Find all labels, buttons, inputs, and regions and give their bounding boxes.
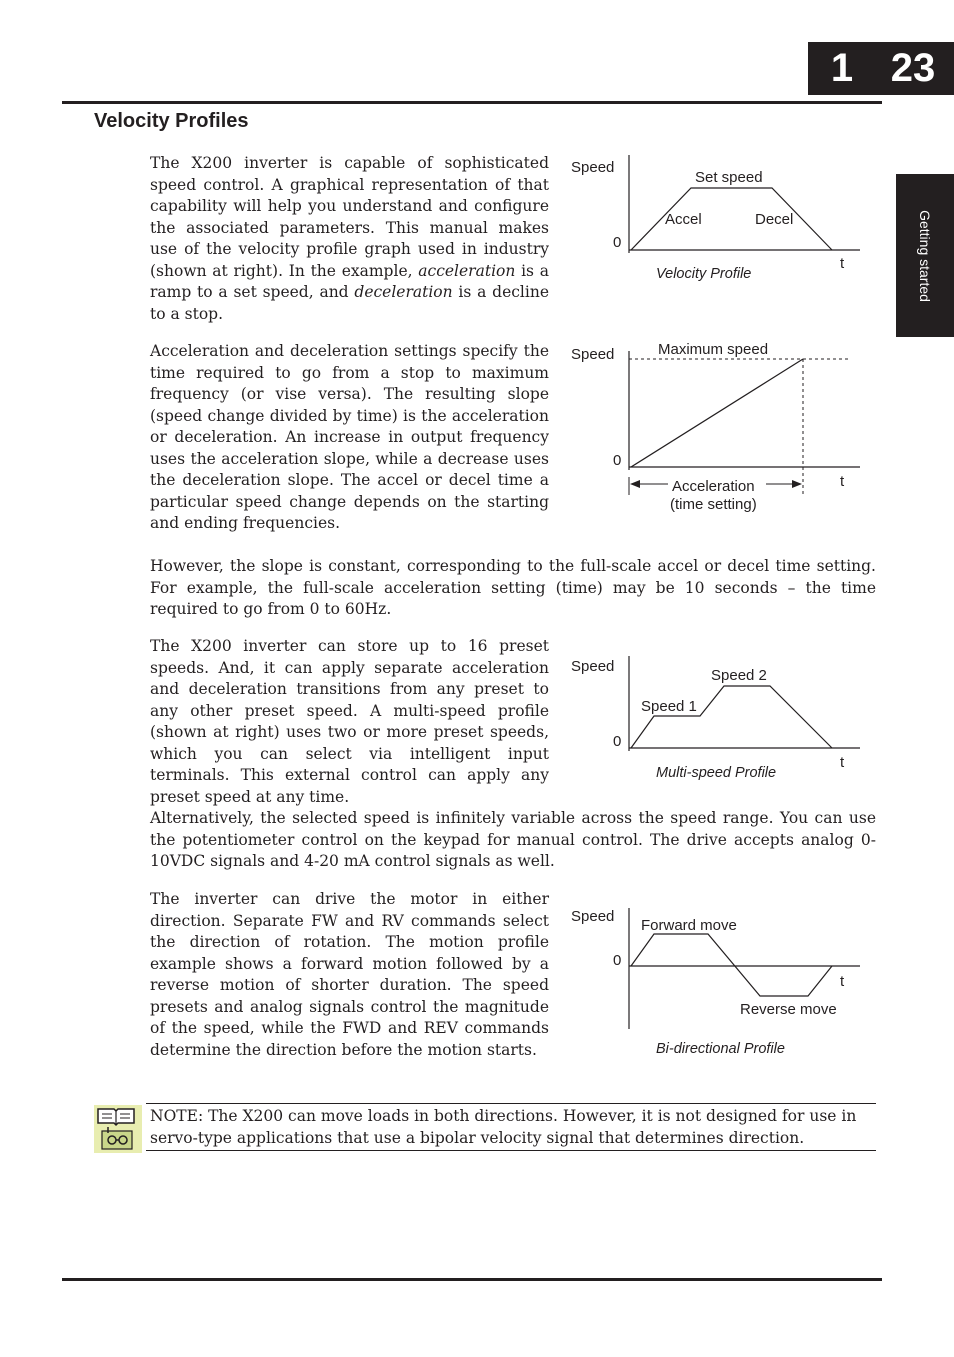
velocity-trace	[631, 188, 832, 250]
figure-caption: Bi-directional Profile	[656, 1041, 785, 1057]
zero-label: 0	[613, 452, 622, 469]
figure-bidirectional-profile	[560, 900, 880, 1060]
p1-em-acceleration: acceleration	[418, 261, 516, 280]
zero-label: 0	[613, 952, 622, 969]
p1-text-a: The X200 inverter is capable of sophisticated speed control. A graphical representation of that capability will help you understand and configure the associated parameters. This manual makes use of the velocity profile graph used in industry (shown at right). In the example,	[150, 154, 549, 280]
acceleration-label: Acceleration	[672, 478, 755, 495]
top-rule	[62, 101, 882, 104]
paragraph-direction: The inverter can drive the motor in either direction. Separate FW and RV commands select the direction of rotation. The motion profile example shows a forward motion followed by a reverse motion of shorter duration. The speed presets and analog signals control the magnitude of the speed, while the FWD and REV commands determine the direction before the motion starts.	[150, 890, 549, 1059]
time-label: t	[840, 973, 845, 990]
note-rule-top	[146, 1103, 876, 1104]
speed-2-label: Speed 2	[711, 667, 767, 684]
time-label: t	[840, 754, 845, 771]
acceleration-ramp	[631, 359, 803, 467]
note-rule-bottom	[146, 1150, 876, 1151]
paragraph-multi-speed: The X200 inverter can store up to 16 preset speeds. And, it can apply separate acceleration and deceleration transitions from any preset to any other preset speed. A multi-speed profile (shown at right) uses two or more preset speeds, which you can select via intelligent input terminals. This external control can apply any preset speed at any time.	[150, 637, 549, 806]
figure-acceleration	[560, 337, 880, 517]
note-text: : The X200 can move loads in both directions. However, it is not designed for use in servo-type applications that use a bipolar velocity signal that determines direction.	[150, 1107, 857, 1147]
dimension-arrow-right	[792, 480, 802, 488]
speed-label: Speed	[571, 658, 615, 675]
p1-text-b: is a ramp to a set speed, and	[150, 261, 549, 301]
chapter-number: 1	[830, 46, 854, 90]
note-label: NOTE	[150, 1107, 198, 1125]
zero-label: 0	[613, 234, 622, 251]
section-title: Velocity Profiles	[94, 110, 249, 132]
figure-multi-speed-profile	[560, 650, 880, 790]
time-label: t	[840, 255, 845, 272]
set-speed-label: Set speed	[695, 169, 763, 186]
figure-caption: Velocity Profile	[656, 266, 752, 282]
time-setting-label: (time setting)	[670, 496, 757, 513]
note	[150, 1105, 876, 1149]
accel-label: Accel	[665, 211, 702, 228]
paragraph-accel-decel: Acceleration and deceleration settings specify the time required to go from a stop to maximum frequency (or vise versa). The resulting slope (speed change divided by time) is the acceleration or deceleration. An increase in output frequency uses the acceleration slope, while a decrease uses the deceleration slope. The accel or decel time a particular speed change depends on the starting and ending frequencies.	[150, 342, 549, 532]
reverse-move-label: Reverse move	[740, 1001, 837, 1018]
bottom-rule	[62, 1278, 882, 1281]
p1-text-c: is a decline to a stop.	[150, 283, 549, 323]
speed-label: Speed	[571, 346, 615, 363]
figure-velocity-profile	[560, 150, 880, 290]
side-tab-label: Getting started	[917, 209, 933, 302]
figure-caption: Multi-speed Profile	[656, 765, 777, 781]
dimension-arrow-left	[630, 480, 640, 488]
p1-em-deceleration: deceleration	[354, 283, 453, 301]
speed-label: Speed	[571, 908, 615, 925]
paragraph-variable-speed: Alternatively, the selected speed is infinitely variable across the speed range. You can use the potentiometer control on the keypad for manual control. The drive accepts analog 0-10VDC signals and 4-20 mA control signals as well.	[150, 809, 876, 870]
paragraph-intro	[150, 153, 549, 325]
bidirectional-trace	[631, 934, 832, 996]
speed-label: Speed	[571, 159, 615, 176]
side-tab	[896, 174, 954, 337]
page-number: 23	[890, 46, 936, 90]
decel-label: Decel	[755, 211, 794, 228]
paragraph-accel-slope: However, the slope is constant, corresponding to the full-scale accel or decel time setting. For example, the full-scale acceleration setting (time) may be 10 seconds – the time required to go from 0 to 60Hz.	[150, 557, 876, 618]
max-speed-label: Maximum speed	[658, 341, 769, 358]
speed-1-label: Speed 1	[641, 698, 697, 715]
note-book-icon	[94, 1105, 142, 1153]
zero-label: 0	[613, 733, 622, 750]
multi-speed-trace	[631, 686, 832, 748]
time-label: t	[840, 473, 845, 490]
forward-move-label: Forward move	[641, 917, 737, 934]
